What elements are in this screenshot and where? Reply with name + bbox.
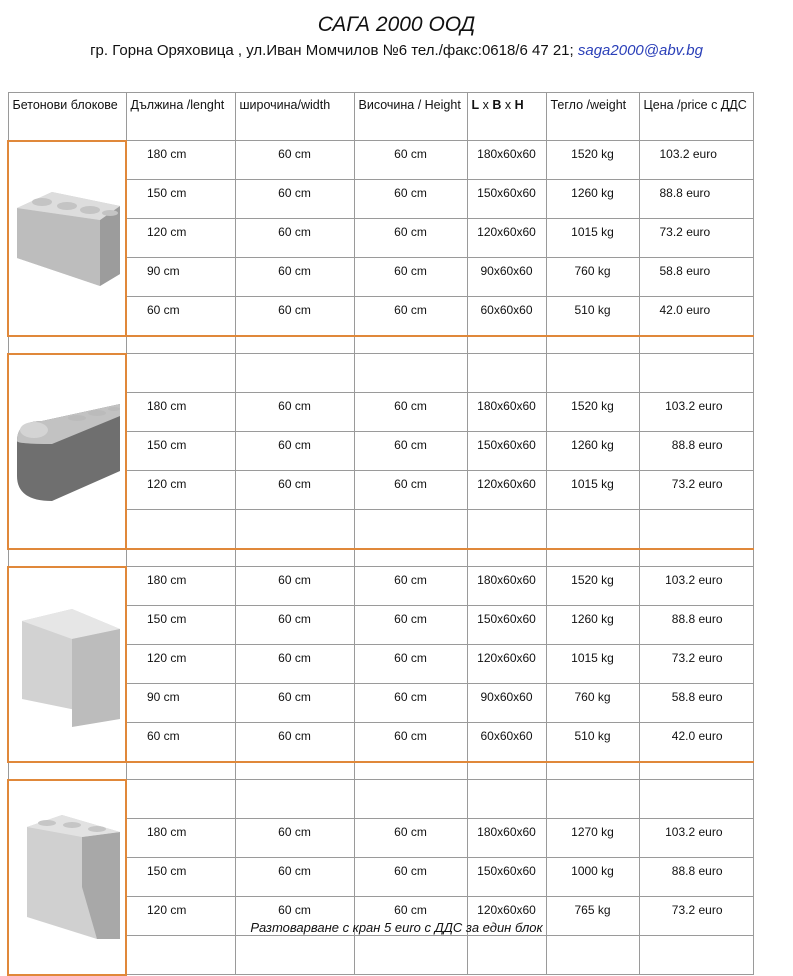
cell-height: 60 cm <box>354 684 467 723</box>
cell-dims: 120x60x60 <box>467 897 546 936</box>
cell-weight: 765 kg <box>546 897 639 936</box>
cell-weight: 760 kg <box>546 684 639 723</box>
table-row <box>8 141 753 180</box>
cell-length: 90 cm <box>126 684 235 723</box>
table-row <box>8 567 753 606</box>
cell-width: 60 cm <box>235 723 354 762</box>
cell-dims: 180x60x60 <box>467 567 546 606</box>
cell-width: 60 cm <box>235 432 354 471</box>
header-height: Височина / Height <box>354 93 467 141</box>
group-separator <box>8 549 753 567</box>
block-image-block3 <box>8 567 126 762</box>
table-header-row <box>8 93 753 141</box>
cell-dims: 150x60x60 <box>467 606 546 645</box>
cell-width: 60 cm <box>235 471 354 510</box>
cell-height: 60 cm <box>354 297 467 336</box>
cell-width: 60 cm <box>235 141 354 180</box>
cell-weight: 1270 kg <box>546 819 639 858</box>
cell-price: 103.2 euro <box>639 819 753 858</box>
cell-price: 88.8 euro <box>639 858 753 897</box>
block-image-block1 <box>8 141 126 336</box>
cell-price: 42.0 euro <box>639 297 753 336</box>
cell-price: 58.8 euro <box>639 258 753 297</box>
cell-width: 60 cm <box>235 645 354 684</box>
cell-width: 60 cm <box>235 606 354 645</box>
cell-dims: 90x60x60 <box>467 684 546 723</box>
cell-height: 60 cm <box>354 258 467 297</box>
header-dims: L x B x H <box>467 93 546 141</box>
cell-height: 60 cm <box>354 180 467 219</box>
cell-dims: 150x60x60 <box>467 180 546 219</box>
footer-note: Разтоварване с кран 5 euro с ДДС за един блок <box>250 920 543 935</box>
group-separator <box>8 762 753 780</box>
block-image-block2 <box>8 354 126 549</box>
cell-price: 42.0 euro <box>639 723 753 762</box>
email-link[interactable]: saga2000@abv.bg <box>577 42 703 59</box>
cell-height: 60 cm <box>354 141 467 180</box>
header-width: широчина/width <box>235 93 354 141</box>
cell-height: 60 cm <box>354 723 467 762</box>
cell-length: 150 cm <box>126 858 235 897</box>
cell-dims: 180x60x60 <box>467 819 546 858</box>
cell-width: 60 cm <box>235 897 354 936</box>
cell-length: 180 cm <box>126 393 235 432</box>
cell-length: 120 cm <box>126 219 235 258</box>
cell-weight: 1015 kg <box>546 219 639 258</box>
cell-width: 60 cm <box>235 219 354 258</box>
cell-price: 88.8 euro <box>639 606 753 645</box>
cell-height: 60 cm <box>354 432 467 471</box>
cell-price: 73.2 euro <box>639 897 753 936</box>
cell-weight: 1260 kg <box>546 432 639 471</box>
cell-height: 60 cm <box>354 219 467 258</box>
cell-dims: 120x60x60 <box>467 645 546 684</box>
cell-height: 60 cm <box>354 858 467 897</box>
cell-length: 180 cm <box>126 567 235 606</box>
block-image-block4 <box>8 780 126 975</box>
cell-height: 60 cm <box>354 393 467 432</box>
cell-length: 120 cm <box>126 471 235 510</box>
group-separator <box>8 336 753 354</box>
cell-price: 103.2 euro <box>639 393 753 432</box>
cell-weight: 1000 kg <box>546 858 639 897</box>
header-blocks: Бетонови блокове <box>8 93 126 141</box>
cell-width: 60 cm <box>235 297 354 336</box>
cell-height: 60 cm <box>354 645 467 684</box>
cell-length: 150 cm <box>126 432 235 471</box>
company-title: САГА 2000 ООД <box>317 13 476 36</box>
cell-length: 60 cm <box>126 723 235 762</box>
cell-price: 73.2 euro <box>639 471 753 510</box>
cell-dims: 90x60x60 <box>467 258 546 297</box>
address-text: гр. Горна Оряховица , ул.Иван Момчилов №6 тел./факс:0618/6 47 21; <box>90 42 574 59</box>
cell-weight: 1520 kg <box>546 567 639 606</box>
cell-dims: 150x60x60 <box>467 858 546 897</box>
cell-length: 150 cm <box>126 180 235 219</box>
cell-weight: 1520 kg <box>546 141 639 180</box>
cell-width: 60 cm <box>235 180 354 219</box>
cell-price: 73.2 euro <box>639 219 753 258</box>
cell-height: 60 cm <box>354 471 467 510</box>
cell-weight: 1015 kg <box>546 645 639 684</box>
cell-height: 60 cm <box>354 567 467 606</box>
company-address <box>0 42 793 59</box>
table-row-empty <box>8 354 753 393</box>
cell-price: 88.8 euro <box>639 180 753 219</box>
header-price: Цена /price с ДДС <box>639 93 753 141</box>
cell-price: 103.2 euro <box>639 567 753 606</box>
cell-weight: 760 kg <box>546 258 639 297</box>
cell-length: 180 cm <box>126 141 235 180</box>
cell-weight: 1520 kg <box>546 393 639 432</box>
header-weight: Тегло /weight <box>546 93 639 141</box>
cell-width: 60 cm <box>235 684 354 723</box>
cell-dims: 120x60x60 <box>467 219 546 258</box>
cell-length: 180 cm <box>126 819 235 858</box>
cell-dims: 180x60x60 <box>467 393 546 432</box>
cell-height: 60 cm <box>354 897 467 936</box>
cell-length: 60 cm <box>126 297 235 336</box>
cell-length: 90 cm <box>126 258 235 297</box>
cell-dims: 180x60x60 <box>467 141 546 180</box>
cell-dims: 60x60x60 <box>467 723 546 762</box>
cell-weight: 1015 kg <box>546 471 639 510</box>
cell-dims: 120x60x60 <box>467 471 546 510</box>
cell-width: 60 cm <box>235 858 354 897</box>
cell-height: 60 cm <box>354 606 467 645</box>
cell-price: 73.2 euro <box>639 645 753 684</box>
cell-weight: 510 kg <box>546 297 639 336</box>
cell-length: 120 cm <box>126 645 235 684</box>
cell-price: 103.2 euro <box>639 141 753 180</box>
price-table <box>7 92 754 976</box>
cell-width: 60 cm <box>235 567 354 606</box>
cell-dims: 150x60x60 <box>467 432 546 471</box>
header-length: Дължина /lenght <box>126 93 235 141</box>
cell-width: 60 cm <box>235 393 354 432</box>
cell-height: 60 cm <box>354 819 467 858</box>
cell-length: 150 cm <box>126 606 235 645</box>
cell-price: 88.8 euro <box>639 432 753 471</box>
cell-weight: 510 kg <box>546 723 639 762</box>
cell-weight: 1260 kg <box>546 606 639 645</box>
cell-length: 120 cm <box>126 897 235 936</box>
cell-weight: 1260 kg <box>546 180 639 219</box>
cell-dims: 60x60x60 <box>467 297 546 336</box>
cell-width: 60 cm <box>235 258 354 297</box>
cell-width: 60 cm <box>235 819 354 858</box>
table-row-empty <box>8 780 753 819</box>
cell-price: 58.8 euro <box>639 684 753 723</box>
